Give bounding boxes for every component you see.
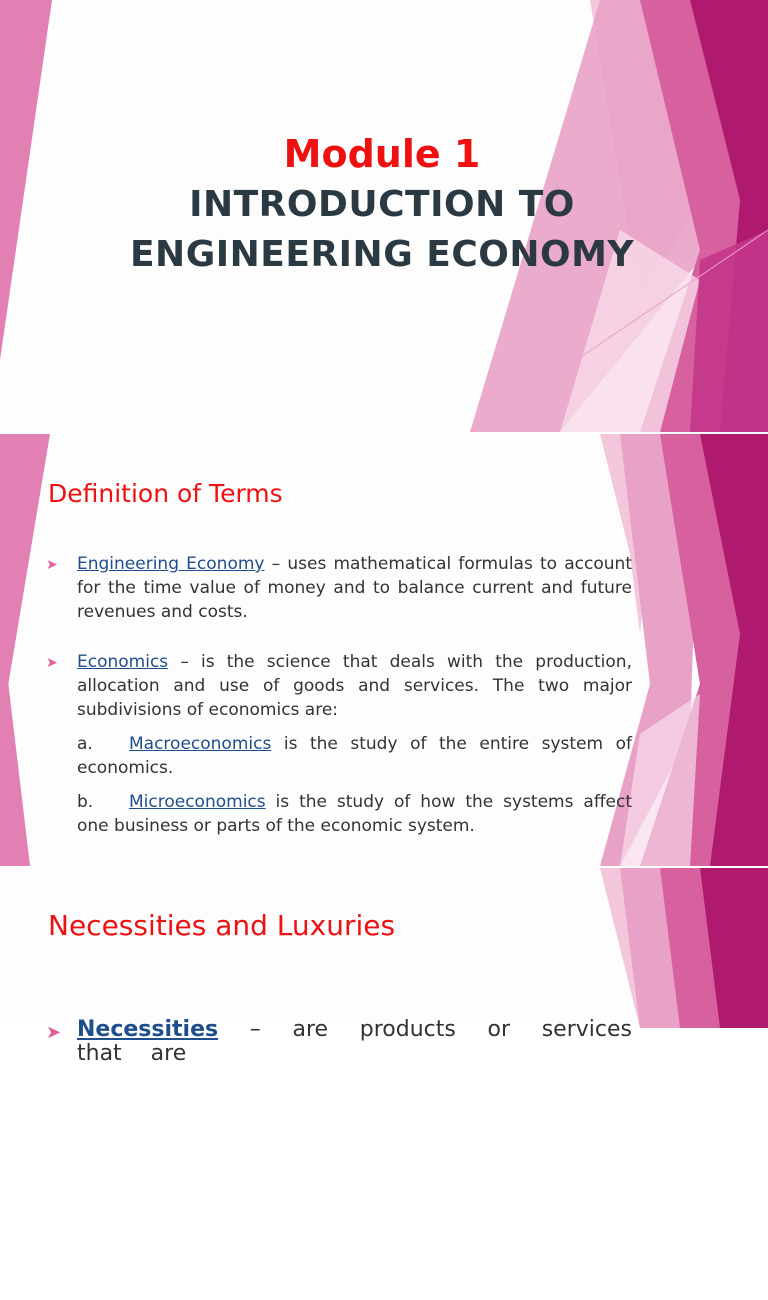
main-title-line-2: ENGINEERING ECONOMY <box>129 234 635 275</box>
term-link[interactable]: Microeconomics <box>129 792 266 812</box>
arrow-bullet-icon: ➤ <box>46 557 58 573</box>
list-item <box>46 552 632 624</box>
term-link[interactable]: Necessities <box>77 1017 219 1042</box>
definition-text: – are products or services that are <box>77 1017 632 1066</box>
arrow-bullet-icon: ➤ <box>46 655 58 671</box>
term-link[interactable]: Macroeconomics <box>129 734 272 754</box>
module-title: Module 1 <box>283 132 481 176</box>
definition-list <box>46 552 632 864</box>
slide-1 <box>0 0 768 432</box>
sub-item <box>77 732 632 780</box>
definition-text: – uses mathematical formulas to account for the time value of money and to balance current and future revenues and costs. <box>77 554 632 622</box>
definition-text: – is the science that deals with the production, allocation and use of goods and services. The two major subdivisions of economics are: <box>77 652 632 720</box>
definition-list <box>46 1018 632 1092</box>
sub-text: is the study of how the systems affect one business or parts of the economic system. <box>77 792 632 836</box>
section-heading: Definition of Terms <box>48 479 283 508</box>
main-title-line-1: INTRODUCTION TO <box>189 184 575 225</box>
term-link[interactable]: Engineering Economy <box>77 554 265 574</box>
sub-letter: b. <box>77 792 94 812</box>
term-link[interactable]: Economics <box>77 652 169 672</box>
title-block <box>120 128 644 280</box>
sub-item <box>77 790 632 838</box>
slide-3 <box>0 868 768 1066</box>
list-item <box>46 650 632 838</box>
slide-2 <box>0 434 768 866</box>
arrow-bullet-icon: ➤ <box>46 1022 62 1043</box>
section-heading: Necessities and Luxuries <box>48 909 396 942</box>
sub-letter: a. <box>77 734 93 754</box>
list-item <box>46 1018 632 1066</box>
sub-text: is the study of the entire system of economics. <box>77 734 632 778</box>
